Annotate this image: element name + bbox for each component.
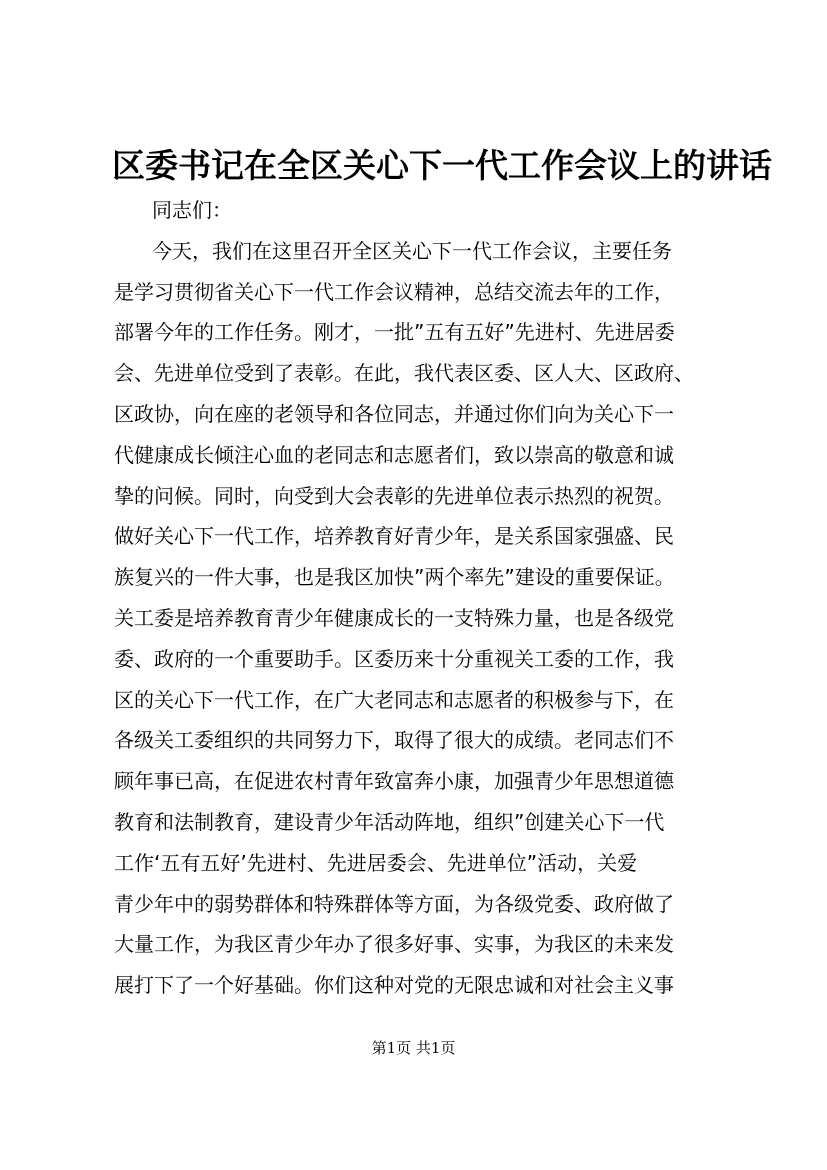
body-line: 教育和法制教育，建设青少年活动阵地，组织”创建关心下一代 — [114, 809, 665, 834]
body-line: 族复兴的一件大事，也是我区加快”两个率先”建设的重要保证。 — [114, 565, 675, 590]
body-line: 工作‘五有五好’先进村、先进居委会、先进单位”活动，关爱 — [114, 850, 638, 875]
body-line: 委、政府的一个重要助手。区委历来十分重视关工委的工作，我 — [114, 646, 674, 671]
page-number-footer: 第1页 共1页 — [371, 1039, 456, 1057]
body-line: 大量工作，为我区青少年办了很多好事、实事，为我区的未来发 — [114, 932, 674, 957]
body-line: 区的关心下一代工作，在广大老同志和志愿者的积极参与下，在 — [114, 687, 674, 712]
body-line: 挚的问候。同时，向受到大会表彰的先进单位表示热烈的祝贺。 — [114, 483, 674, 508]
body-line: 部署今年的工作任务。刚才，一批”五有五好”先进村、先进居委 — [114, 320, 675, 345]
body-line: 会、先进单位受到了表彰。在此，我代表区委、区人大、区政府、 — [114, 361, 694, 386]
body-line: 今天，我们在这里召开全区关心下一代工作会议，主要任务 — [152, 238, 672, 263]
body-line: 各级关工委组织的共同努力下，取得了很大的成绩。老同志们不 — [114, 728, 674, 753]
body-line: 是学习贯彻省关心下一代工作会议精神，总结交流去年的工作， — [114, 279, 674, 304]
body-line: 关工委是培养教育青少年健康成长的一支特殊力量，也是各级党 — [114, 605, 674, 630]
body-line: 展打下了一个好基础。你们这种对党的无限忠诚和对社会主义事 — [114, 973, 674, 998]
body-line: 做好关心下一代工作，培养教育好青少年，是关系国家强盛、民 — [114, 524, 674, 549]
body-line: 区政协，向在座的老领导和各位同志，并通过你们向为关心下一 — [114, 401, 674, 426]
body-line: 青少年中的弱势群体和特殊群体等方面，为各级党委、政府做了 — [114, 891, 674, 916]
document-body — [114, 190, 744, 1006]
body-line: 顾年事已高，在促进农村青年致富奔小康，加强青少年思想道德 — [114, 769, 674, 794]
body-line: 代健康成长倾注心血的老同志和志愿者们，致以崇高的敬意和诚 — [114, 442, 674, 467]
salutation: 同志们： — [152, 198, 232, 222]
document-title: 区委书记在全区关心下一代工作会议上的讲话 — [112, 146, 772, 185]
